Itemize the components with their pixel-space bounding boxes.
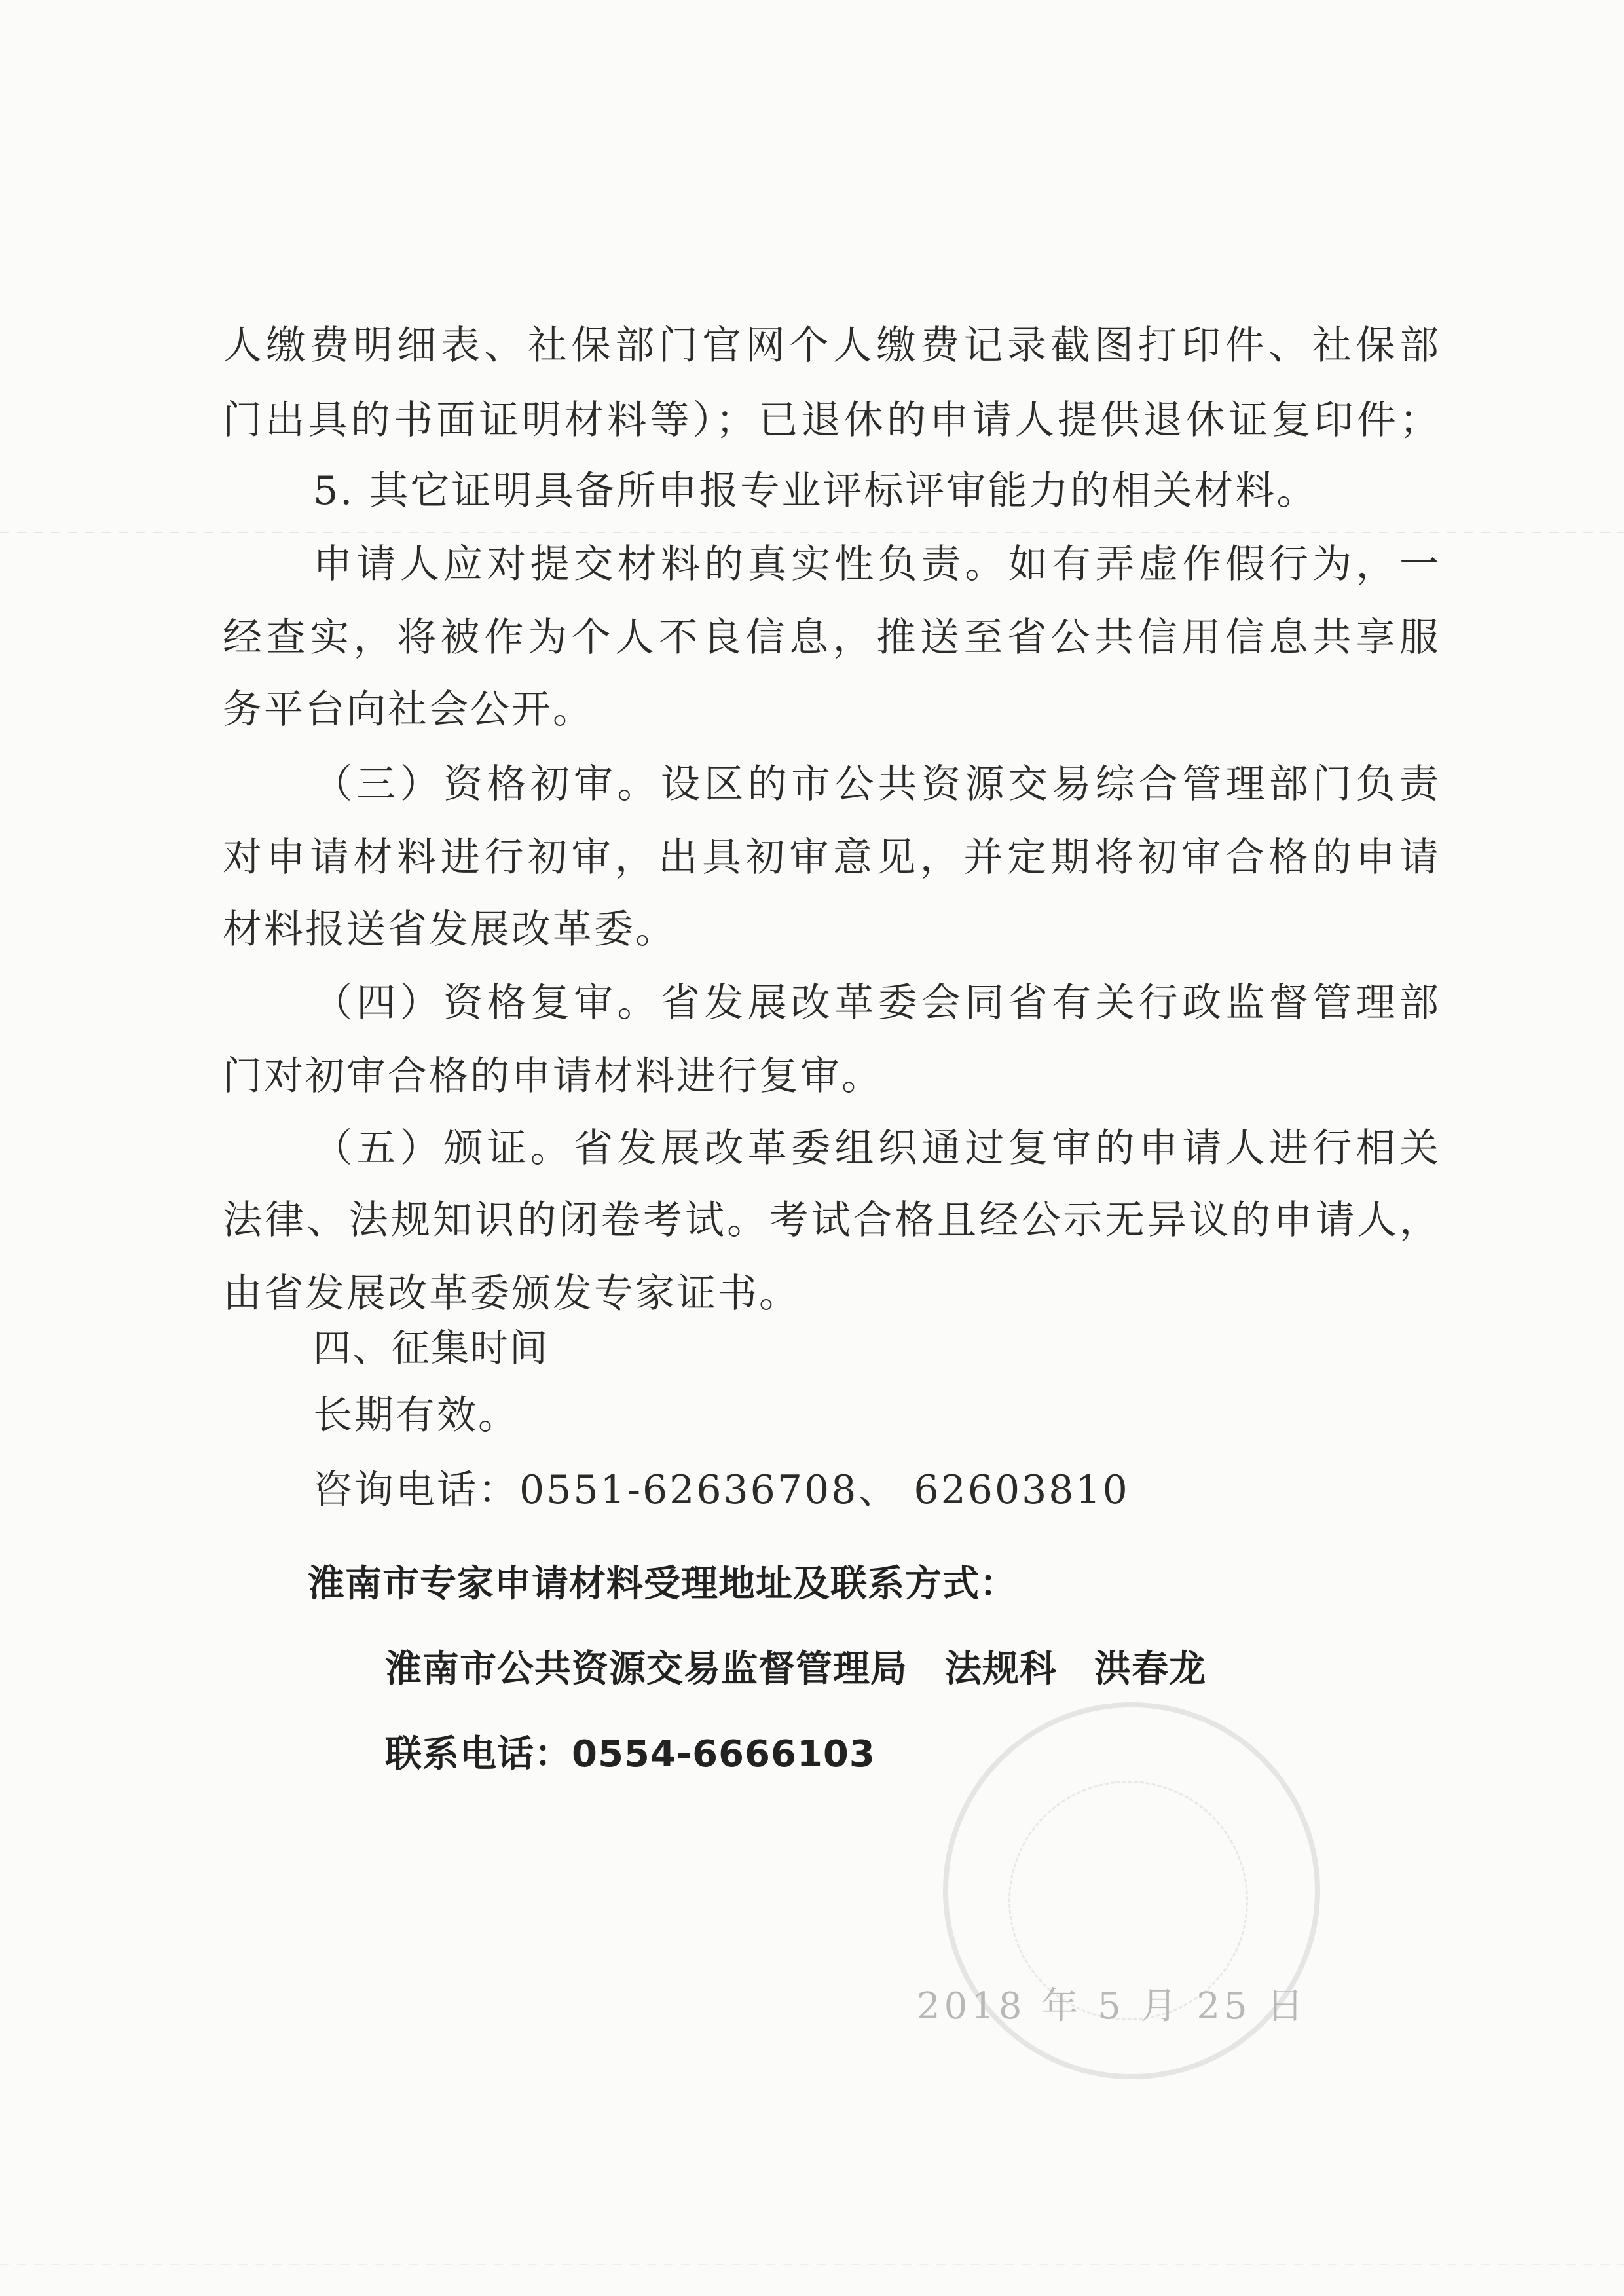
- paragraph-line: 5. 其它证明具备所申报专业评标评审能力的相关材料。: [313, 468, 1318, 514]
- section-heading: 四、征集时间: [313, 1326, 549, 1370]
- huainan-phone: 联系电话：0554-6666103: [385, 1733, 876, 1776]
- paragraph-line: （三）资格初审。设区的市公共资源交易综合管理部门负责: [313, 761, 1441, 807]
- paragraph-line: 务平台向社会公开。: [223, 687, 594, 733]
- paragraph-line: 人缴费明细表、社保部门官网个人缴费记录截图打印件、社保部: [223, 323, 1441, 369]
- paragraph-line: 申请人应对提交材料的真实性负责。如有弄虚作假行为，一: [313, 541, 1441, 587]
- document-date: 2018 年 5 月 25 日: [917, 1985, 1308, 2028]
- consult-phone: 咨询电话：0551-62636708、 62603810: [313, 1467, 1130, 1513]
- paragraph-line: 法律、法规知识的闭卷考试。考试合格且经公示无异议的申请人，: [223, 1197, 1441, 1243]
- paragraph-line: 由省发展改革委颁发专家证书。: [223, 1271, 800, 1317]
- paragraph-line: 门出具的书面证明材料等）；已退休的申请人提供退休证复印件；: [223, 397, 1441, 443]
- scan-artifact-line: [0, 2264, 1624, 2265]
- paragraph-line: （四）资格复审。省发展改革委会同省有关行政监督管理部: [313, 980, 1441, 1026]
- validity-text: 长期有效。: [313, 1393, 519, 1438]
- paragraph-line: 材料报送省发展改革委。: [223, 907, 676, 953]
- paragraph-line: 对申请材料进行初审，出具初审意见，并定期将初审合格的申请: [223, 835, 1441, 881]
- huainan-office: 淮南市公共资源交易监督管理局 法规科 洪春龙: [385, 1648, 1206, 1690]
- scan-artifact-line: [0, 532, 1624, 533]
- paragraph-line: （五）颁证。省发展改革委组织通过复审的申请人进行相关: [313, 1125, 1441, 1171]
- paragraph-line: 门对初审合格的申请材料进行复审。: [223, 1053, 883, 1099]
- huainan-contact-title: 淮南市专家申请材料受理地址及联系方式：: [308, 1563, 1017, 1605]
- paragraph-line: 经查实，将被作为个人不良信息，推送至省公共信用信息共享服: [223, 615, 1441, 661]
